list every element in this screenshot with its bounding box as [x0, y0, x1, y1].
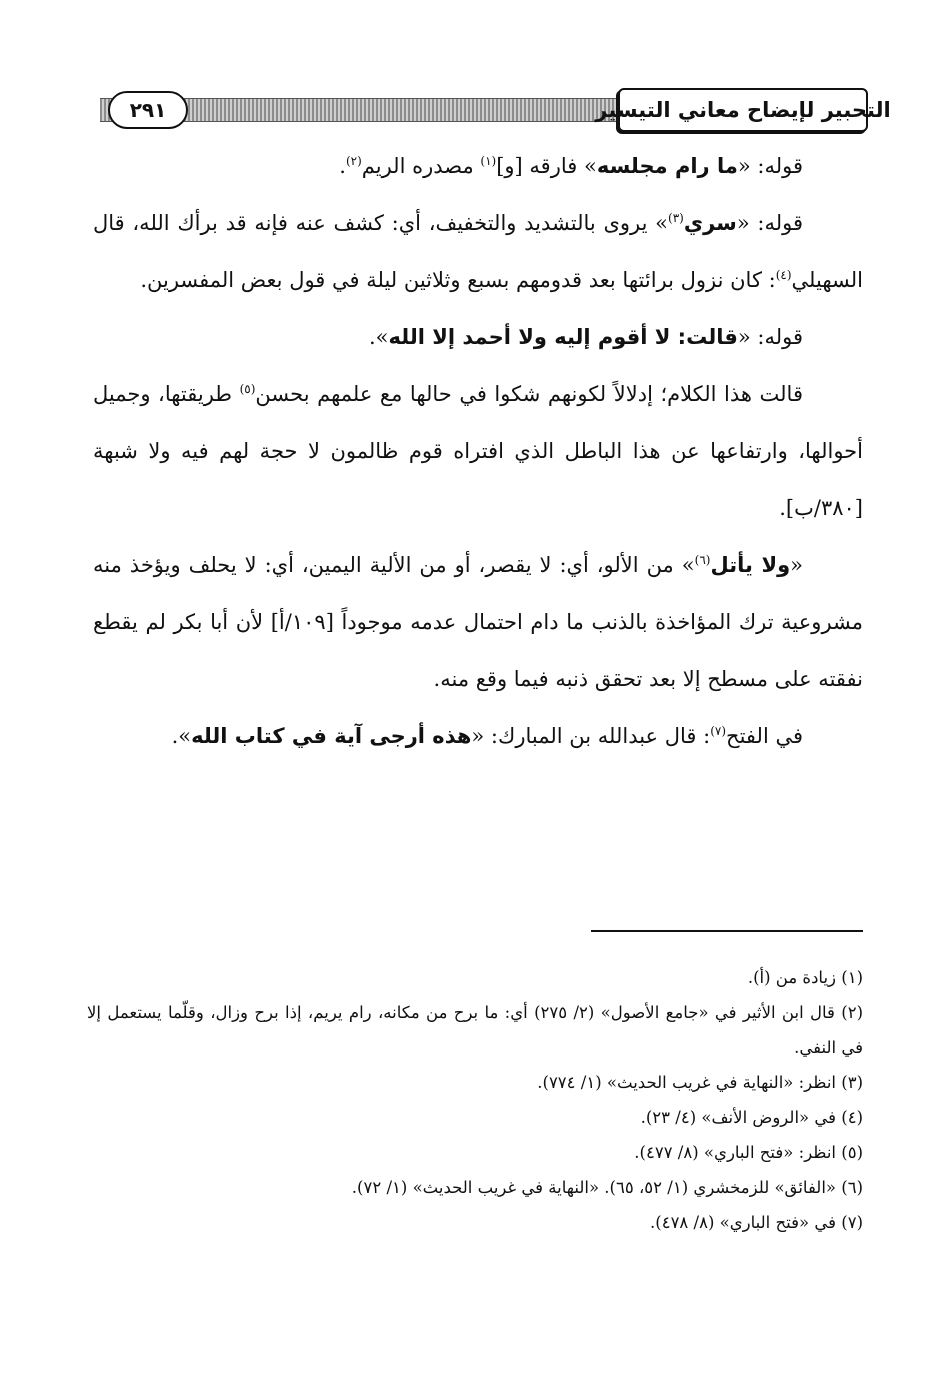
quoted-phrase: هذه أرجى آية في كتاب الله: [191, 724, 472, 748]
footnote-ref: (٢): [345, 154, 362, 168]
header-title-box: [595, 88, 891, 132]
footnote-5: (٥) انظر: «فتح الباري» (٨/ ٤٧٧).: [634, 1143, 863, 1162]
paragraph-6: [93, 708, 863, 765]
main-text: [93, 138, 863, 765]
footnote-7: (٧) في «فتح الباري» (٨/ ٤٧٨).: [650, 1213, 863, 1232]
footnote-ref: (١): [480, 154, 497, 168]
footnote-ref: (٧): [710, 724, 727, 738]
book-title: التحبير لإيضاح معاني التيسير: [595, 98, 891, 122]
text-run: ».: [171, 724, 192, 748]
text-run: «: [790, 553, 803, 577]
text-run: في الفتح: [726, 724, 803, 748]
text-run: » يروى بالتشديد والتخفيف، أي: كشف عنه فإنه قد برأك الله، قال السهيلي: [93, 211, 863, 292]
text-run: » من الألو، أي: لا يقصر، أو من الألية اليمين، أي: لا يحلف ويؤخذ منه مشروعية ترك المؤاخذة بالذنب ما دام احتمال عدمه موجوداً [١٠٩/أ] لأن أبا بكر لم يقطع نفقته على مسطح إلا بعد تحقق ذنبه فيما وقع منه.: [93, 553, 864, 691]
paragraph-3: [93, 309, 863, 366]
text-run: : قال عبدالله بن المبارك: «: [471, 724, 711, 748]
footnote-1: (١) زيادة من (أ).: [747, 968, 863, 987]
footnotes: [87, 960, 863, 1240]
footnote-ref: (٣): [668, 211, 684, 225]
text-run: قالت هذا الكلام؛ إدلالاً لكونهم شكوا في حالها مع علمهم بحسن: [255, 382, 803, 406]
footnote-ref: (٦): [694, 553, 711, 567]
footnote-ref: (٥): [239, 382, 256, 396]
paragraph-2: [93, 195, 863, 309]
footnote-3: (٣) انظر: «النهاية في غريب الحديث» (١/ ٧٧٤).: [537, 1073, 863, 1092]
page-number: ٢٩١: [129, 98, 167, 122]
footnote-6: (٦) «الفائق» للزمخشري (١/ ٥٢، ٦٥). «النهاية في غريب الحديث» (١/ ٧٢).: [351, 1178, 863, 1197]
text-run: ».: [368, 325, 389, 349]
text-run: قوله: «: [737, 154, 803, 178]
text-run: قوله: «: [736, 211, 803, 235]
quoted-phrase: قالت: لا أقوم إليه ولا أحمد إلا الله: [388, 325, 738, 349]
quoted-phrase: سري: [683, 211, 737, 235]
footnote-ref: (٤): [775, 268, 792, 282]
quoted-phrase: ما رام مجلسه: [596, 154, 738, 178]
footnote-4: (٤) في «الروض الأنف» (٤/ ٢٣).: [640, 1108, 863, 1127]
page-number-oval: [108, 91, 188, 129]
quoted-phrase: ولا يأتل: [710, 553, 791, 577]
paragraph-1: [93, 138, 863, 195]
text-run: طريقتها، وجميل أحوالها، وارتفاعها عن هذا الباطل الذي افتراه قوم ظالمون لا حجة لهم فيه ولا شبهة [٣٨٠/ب].: [93, 382, 863, 520]
footnote-2: (٢) قال ابن الأثير في «جامع الأصول» (٢/ ٢٧٥) أي: ما برح من مكانه، رام يريم، إذا برح وزال، وقلّما يستعمل إلا في النفي.: [87, 1003, 863, 1057]
text-run: : كان نزول برائتها بعد قدومهم بسبع وثلاثين ليلة في قول بعض المفسرين.: [140, 268, 776, 292]
text-run: .: [339, 154, 346, 178]
text-run: قوله: «: [737, 325, 803, 349]
footnote-separator: [591, 930, 863, 932]
text-run: مصدره الريم: [361, 154, 481, 178]
paragraph-4: [93, 366, 863, 537]
text-run: » فارقه [و]: [496, 154, 597, 178]
running-header: [100, 88, 891, 134]
paragraph-5: [93, 537, 863, 708]
